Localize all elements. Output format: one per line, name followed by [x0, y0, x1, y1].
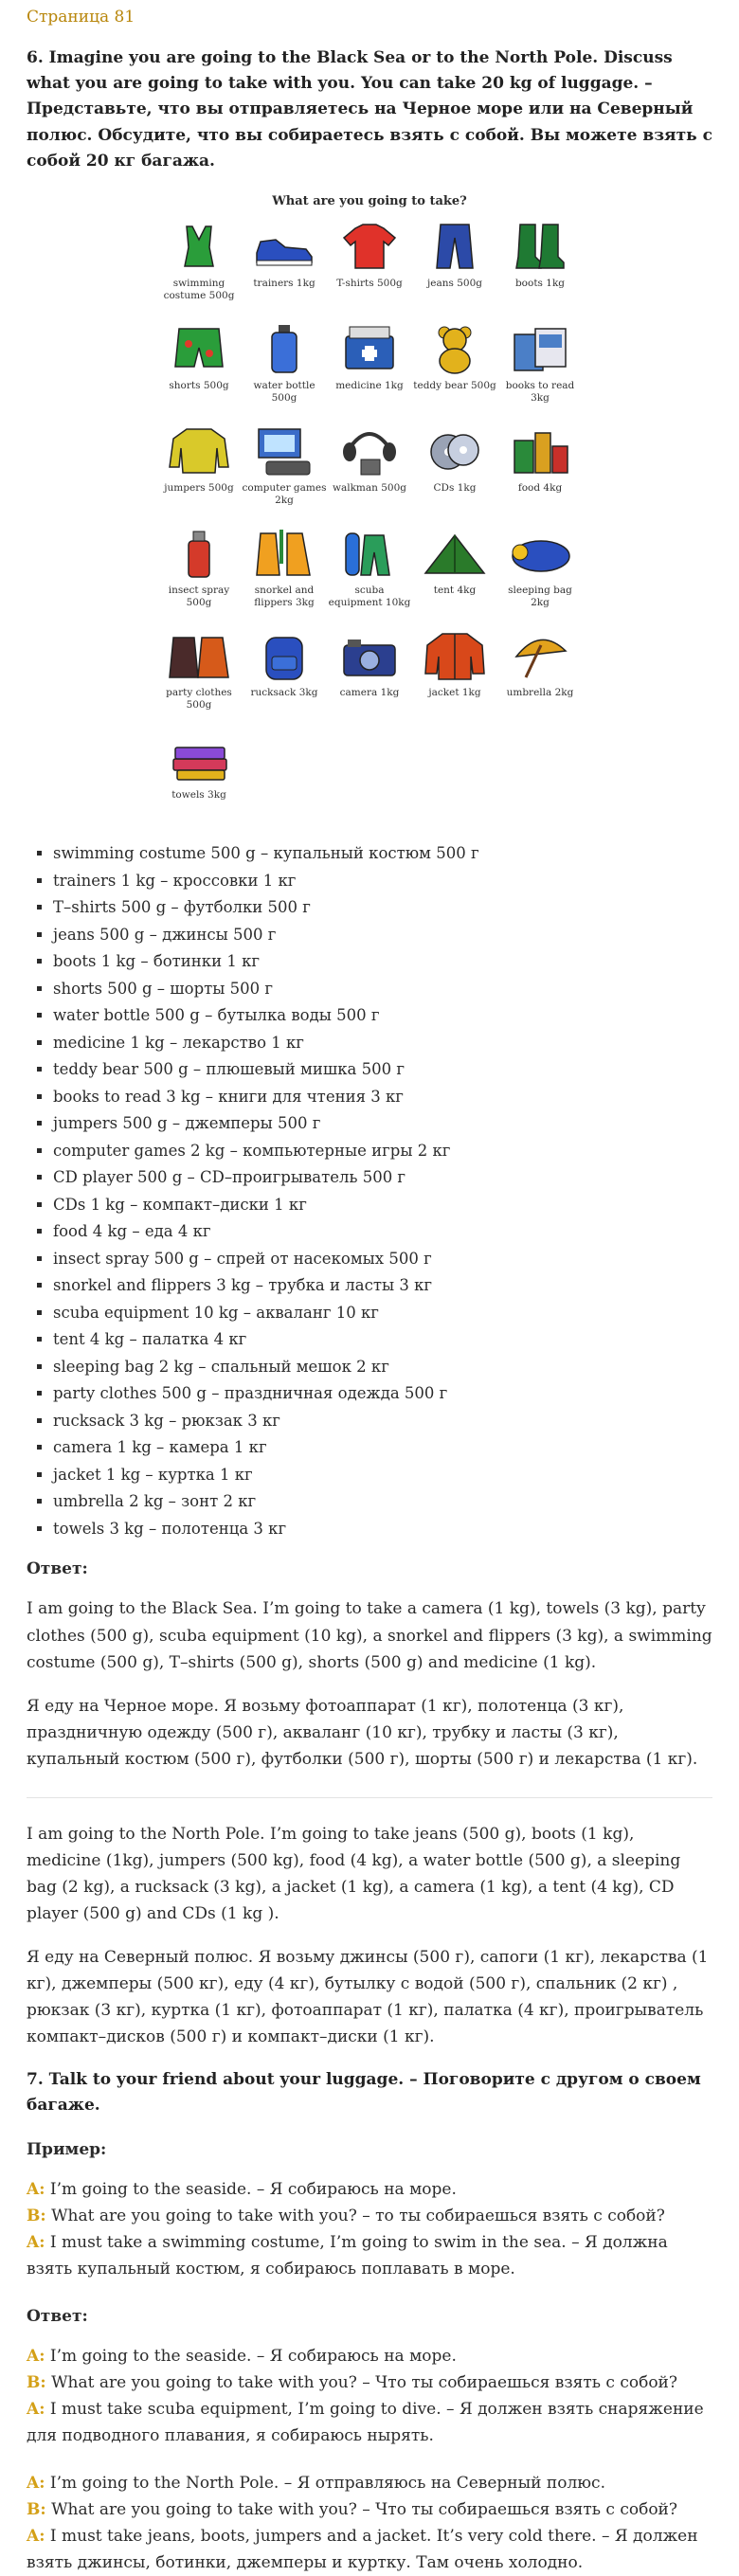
- trainers-icon: [251, 219, 317, 274]
- item-caption: teddy bear 500g: [413, 380, 496, 392]
- luggage-item: [156, 628, 242, 723]
- vocab-item: ▪ party clothes 500 g – праздничная одежда 500 г: [53, 1380, 712, 1408]
- item-caption: jacket 1kg: [428, 687, 481, 699]
- item-caption: party clothes 500g: [166, 687, 232, 712]
- dialogue-text: I must take jeans, boots, jumpers and a jacket. It’s very cold there. – Я должен взять джинсы, ботинки, джемперы и куртку. Там очень холодно.: [27, 2527, 698, 2573]
- item-caption: umbrella 2kg: [506, 687, 574, 699]
- dialogue-line: [27, 2396, 712, 2449]
- vocab-item: ▪ tent 4 kg – палатка 4 кг: [53, 1326, 712, 1354]
- item-caption: sleeping bag 2kg: [508, 585, 572, 609]
- dialogue-text: What are you going to take with you? – то ты собираешься взять с собой?: [51, 2206, 665, 2225]
- luggage-item: [497, 423, 583, 518]
- item-caption: medicine 1kg: [335, 380, 404, 392]
- vocab-item: ▪ food 4 kg – еда 4 кг: [53, 1218, 712, 1246]
- luggage-item: [156, 321, 242, 416]
- luggage-item: [327, 526, 412, 621]
- vocab-item: ▪ trainers 1 kg – кроссовки 1 кг: [53, 868, 712, 895]
- dialogue-line: [27, 2176, 712, 2203]
- vocab-item: ▪ sleeping bag 2 kg – спальный мешок 2 кг: [53, 1354, 712, 1381]
- jacket-icon: [422, 628, 488, 683]
- page-link[interactable]: Страница 81: [27, 8, 135, 27]
- vocab-item: ▪ jeans 500 g – джинсы 500 г: [53, 922, 712, 949]
- luggage-item: [497, 526, 583, 621]
- vocab-item: ▪ swimming costume 500 g – купальный костюм 500 г: [53, 840, 712, 868]
- speaker-label: A:: [27, 2179, 45, 2199]
- speaker-label: A:: [27, 2232, 45, 2252]
- item-caption: CDs 1kg: [433, 482, 477, 495]
- item-caption: tent 4kg: [433, 585, 477, 597]
- answer-label: Ответ:: [27, 1559, 88, 1579]
- luggage-item: [156, 219, 242, 314]
- bottle-icon: [251, 321, 317, 376]
- dialogue-line: [27, 2523, 712, 2576]
- vocab-item: ▪ shorts 500 g – шорты 500 г: [53, 976, 712, 1003]
- shorts-icon: [166, 321, 232, 376]
- teddy-bear-icon: [422, 321, 488, 376]
- boots-icon: [507, 219, 573, 274]
- answer-north-pole-en: I am going to the North Pole. I’m going to take jeans (500 g), boots (1 kg), medicine (1kg), jumpers (500 kg), food (4 kg), a water bottle (500 g), a sleeping bag (2 kg), a rucksack (3 kg), a jacket (1 kg), a camera (1 kg), a tent (4 kg), CD player (500 g) and CDs (1 kg ).: [27, 1824, 681, 1923]
- vocab-item: ▪ CDs 1 kg – компакт–диски 1 кг: [53, 1192, 712, 1219]
- item-caption: jeans 500g: [427, 278, 482, 290]
- dialogue-text: I must take scuba equipment, I’m going to dive. – Я должен взять снаряжение для подводного плавания, я собираюсь нырять.: [27, 2399, 704, 2445]
- swimsuit-icon: [166, 219, 232, 274]
- answer-dialogue-seaside: [27, 2343, 712, 2449]
- item-caption: walkman 500g: [332, 482, 407, 495]
- vocab-item: ▪ boots 1 kg – ботинки 1 кг: [53, 948, 712, 976]
- vocab-item: ▪ umbrella 2 kg – зонт 2 кг: [53, 1488, 712, 1516]
- luggage-item: [327, 423, 412, 518]
- tent-icon: [422, 526, 488, 581]
- item-caption: camera 1kg: [339, 687, 400, 699]
- computer-games-icon: [251, 423, 317, 478]
- luggage-item: [412, 423, 497, 518]
- task-6-heading: 6. Imagine you are going to the Black Sea or to the North Pole. Discuss what you are going to take with you. You can take 20 kg of luggage. – Представьте, что вы отправляетесь на Черное море или на Северный полюс. Обсудите, что вы собираетесь взять с собой. Вы можете взять с собой 20 кг багажа.: [27, 48, 712, 171]
- speaker-label: B:: [27, 2372, 46, 2392]
- answer-north-pole-ru: Я еду на Северный полюс. Я возьму джинсы (500 г), сапоги (1 кг), лекарства (1 кг), джемперы (500 кг), еду (4 кг), бутылку с водой (500 г), спальник (2 кг) , рюкзак (3 кг), куртка (1 кг), фотоаппарат (1 кг), палатка (4 кг), проигрыватель компакт–дисков (500 г) и компакт–диски (1 кг).: [27, 1947, 709, 2047]
- item-caption: swimming costume 500g: [163, 278, 235, 302]
- luggage-item: [327, 219, 412, 314]
- umbrella-icon: [507, 628, 573, 683]
- vocab-item: ▪ snorkel and flippers 3 kg – трубка и ласты 3 кг: [53, 1272, 712, 1300]
- dialogue-text: I’m going to the North Pole. – Я отправляюсь на Северный полюс.: [49, 2473, 605, 2493]
- luggage-item: [242, 628, 327, 723]
- food-icon: [507, 423, 573, 478]
- item-caption: trainers 1kg: [253, 278, 315, 290]
- vocab-item: ▪ jacket 1 kg – куртка 1 кг: [53, 1462, 712, 1489]
- answer-7-label: Ответ:: [27, 2306, 88, 2326]
- vocab-item: ▪ rucksack 3 kg – рюкзак 3 кг: [53, 1408, 712, 1435]
- sleeping-bag-icon: [507, 526, 573, 581]
- dialogue-text: What are you going to take with you? – Что ты собираешься взять с собой?: [51, 2500, 678, 2520]
- luggage-item: [156, 526, 242, 621]
- speaker-label: B:: [27, 2500, 46, 2520]
- dialogue-line: [27, 2203, 712, 2229]
- item-caption: rucksack 3kg: [250, 687, 318, 699]
- luggage-item: [412, 219, 497, 314]
- cds-icon: [422, 423, 488, 478]
- dialogue-line: [27, 2229, 712, 2282]
- answer-dialogue-north-pole: [27, 2470, 712, 2576]
- vocab-item: ▪ computer games 2 kg – компьютерные игры 2 кг: [53, 1138, 712, 1165]
- example-label: Пример:: [27, 2139, 107, 2159]
- camera-icon: [336, 628, 403, 683]
- item-caption: boots 1kg: [514, 278, 566, 290]
- luggage-item: [242, 423, 327, 518]
- vocab-item: ▪ scuba equipment 10 kg – акваланг 10 кг: [53, 1300, 712, 1327]
- item-caption: scuba equipment 10kg: [328, 585, 411, 609]
- scuba-icon: [336, 526, 403, 581]
- dialogue-text: I’m going to the seaside. – Я собираюсь на море.: [49, 2179, 457, 2199]
- luggage-item: [327, 628, 412, 723]
- jeans-icon: [422, 219, 488, 274]
- luggage-item: [412, 628, 497, 723]
- dialogue-line: [27, 2496, 712, 2523]
- rucksack-icon: [251, 628, 317, 683]
- vocab-item: ▪ T–shirts 500 g – футболки 500 г: [53, 894, 712, 922]
- vocab-item: ▪ books to read 3 kg – книги для чтения 3 кг: [53, 1084, 712, 1111]
- luggage-item: [242, 219, 327, 314]
- item-caption: water bottle 500g: [253, 380, 315, 405]
- medicine-icon: [336, 321, 403, 376]
- dialogue-text: I’m going to the seaside. – Я собираюсь на море.: [49, 2346, 457, 2366]
- dialogue-text: I must take a swimming costume, I’m going to swim in the sea. – Я должна взять купальный костюм, я собираюсь поплавать в море.: [27, 2232, 668, 2279]
- speaker-label: A:: [27, 2527, 45, 2547]
- item-caption: insect spray 500g: [168, 585, 230, 609]
- answer-black-sea-ru: Я еду на Черное море. Я возьму фотоаппарат (1 кг), полотенца (3 кг), праздничную одежду (500 г), акваланг (10 кг), трубку и ласты (3 кг), купальный костюм (500 г), футболки (500 г), шорты (500 г) и лекарства (1 кг).: [27, 1696, 698, 1769]
- vocab-item: ▪ medicine 1 kg – лекарство 1 кг: [53, 1030, 712, 1057]
- item-caption: towels 3kg: [171, 789, 226, 802]
- towels-icon: [166, 730, 232, 785]
- vocab-item: ▪ camera 1 kg – камера 1 кг: [53, 1434, 712, 1462]
- luggage-item: [327, 321, 412, 416]
- flippers-icon: [251, 526, 317, 581]
- item-caption: computer games 2kg: [242, 482, 327, 507]
- speaker-label: A:: [27, 2473, 45, 2493]
- vocabulary-list: [27, 840, 712, 1542]
- party-clothes-icon: [166, 628, 232, 683]
- task-7-heading: 7. Talk to your friend about your luggage. – Поговорите с другом о своем багаже.: [27, 2070, 701, 2116]
- spray-icon: [166, 526, 232, 581]
- luggage-item: [412, 526, 497, 621]
- speaker-label: A:: [27, 2399, 45, 2419]
- speaker-label: B:: [27, 2206, 46, 2225]
- books-icon: [507, 321, 573, 376]
- item-caption: snorkel and flippers 3kg: [254, 585, 315, 609]
- luggage-item: [497, 219, 583, 314]
- item-caption: jumpers 500g: [164, 482, 234, 495]
- luggage-figure: [156, 191, 583, 825]
- vocab-item: ▪ towels 3 kg – полотенца 3 кг: [53, 1516, 712, 1543]
- vocab-item: ▪ water bottle 500 g – бутылка воды 500 г: [53, 1002, 712, 1030]
- walkman-icon: [336, 423, 403, 478]
- luggage-item: [497, 321, 583, 416]
- luggage-item: [156, 730, 242, 825]
- vocab-item: ▪ teddy bear 500 g – плюшевый мишка 500 г: [53, 1056, 712, 1084]
- item-caption: T-shirts 500g: [336, 278, 403, 290]
- dialogue-line: [27, 2470, 712, 2496]
- luggage-item: [156, 423, 242, 518]
- divider: [27, 1797, 712, 1798]
- vocab-item: ▪ CD player 500 g – CD–проигрыватель 500 г: [53, 1164, 712, 1192]
- luggage-item: [412, 321, 497, 416]
- figure-title: What are you going to take?: [272, 193, 467, 208]
- tshirt-icon: [336, 219, 403, 274]
- dialogue-line: [27, 2343, 712, 2369]
- answer-black-sea-en: I am going to the Black Sea. I’m going to take a camera (1 kg), towels (3 kg), party clothes (500 g), scuba equipment (10 kg), a snorkel and flippers (3 kg), a swimming costume (500 g), T–shirts (500 g), shorts (500 g) and medicine (1 kg).: [27, 1599, 712, 1672]
- item-caption: food 4kg: [517, 482, 563, 495]
- luggage-items-grid: [156, 219, 583, 825]
- item-caption: shorts 500g: [169, 380, 229, 392]
- luggage-item: [242, 526, 327, 621]
- jumper-icon: [166, 423, 232, 478]
- dialogue-text: What are you going to take with you? – Что ты собираешься взять с собой?: [51, 2372, 678, 2392]
- luggage-item: [242, 321, 327, 416]
- speaker-label: A:: [27, 2346, 45, 2366]
- item-caption: books to read 3kg: [505, 380, 575, 405]
- example-dialogue: [27, 2176, 712, 2282]
- dialogue-line: [27, 2369, 712, 2396]
- luggage-item: [497, 628, 583, 723]
- vocab-item: ▪ insect spray 500 g – спрей от насекомых 500 г: [53, 1246, 712, 1273]
- vocab-item: ▪ jumpers 500 g – джемперы 500 г: [53, 1110, 712, 1138]
